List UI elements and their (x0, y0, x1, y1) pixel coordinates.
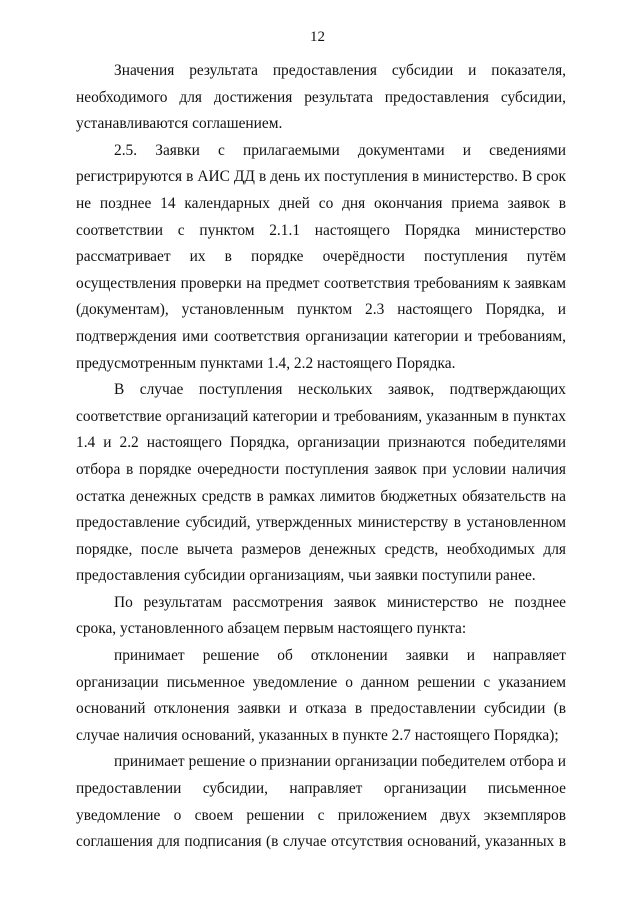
paragraph-review-results: По результатам рассмотрения заявок министерство не позднее срока, установленного абзацем первым настоящего пункта: (76, 593, 566, 638)
document-body (76, 58, 566, 856)
paragraph-multiple-applications: В случае поступления нескольких заявок, подтверждающих соответствие организаций категории и требованиям, указанным в пунктах 1.4 и 2.2 настоящего Порядка, организации признаются победителями отбора в порядке очередности поступления заявок при условии наличия остатка денежных средств в рамках лимитов бюджетных обязательств на предоставление субсидий, утвержденных министерству в установленном порядке, после вычета размеров денежных средств, необходимых для предоставления субсидии организациям, чьи заявки поступили ранее. (76, 381, 566, 585)
paragraph-2-5-registration: 2.5. Заявки с прилагаемыми документами и сведениями регистрируются в АИС ДД в день их поступления в министерство. В срок не позднее 14 календарных дней со дня окончания приема заявок в соответствии с пунктом 2.1.1 настоящего Порядка министерство рассматривает их в порядке очерёдности поступления путём осуществления проверки на предмет соответствия требованиям к заявкам (документам), установленным пунктом 2.3 настоящего Порядка, и подтверждения ими соответствия организации категории и требованиям, предусмотренным пунктами 1.4, 2.2 настоящего Порядка. (76, 141, 566, 372)
paragraph-winner-decision: принимает решение о признании организации победителем отбора и предоставлении субсидии, направляет организации письменное уведомление о своем решении с приложением двух экземпляров соглашения для подписания (в случае отсутствия оснований, указанных в (76, 753, 566, 851)
paragraph-rejection-decision: принимает решение об отклонении заявки и направляет организации письменное уведомление о данном решении с указанием оснований отклонения заявки и отказа в предоставлении субсидии (в случае наличия оснований, указанных в пункте 2.7 настоящего Порядка); (76, 647, 566, 744)
paragraph-result-values: Значения результата предоставления субсидии и показателя, необходимого для достижения результата предоставления субсидии, устанавливаются соглашением. (76, 62, 566, 133)
page-number: 12 (310, 29, 325, 45)
